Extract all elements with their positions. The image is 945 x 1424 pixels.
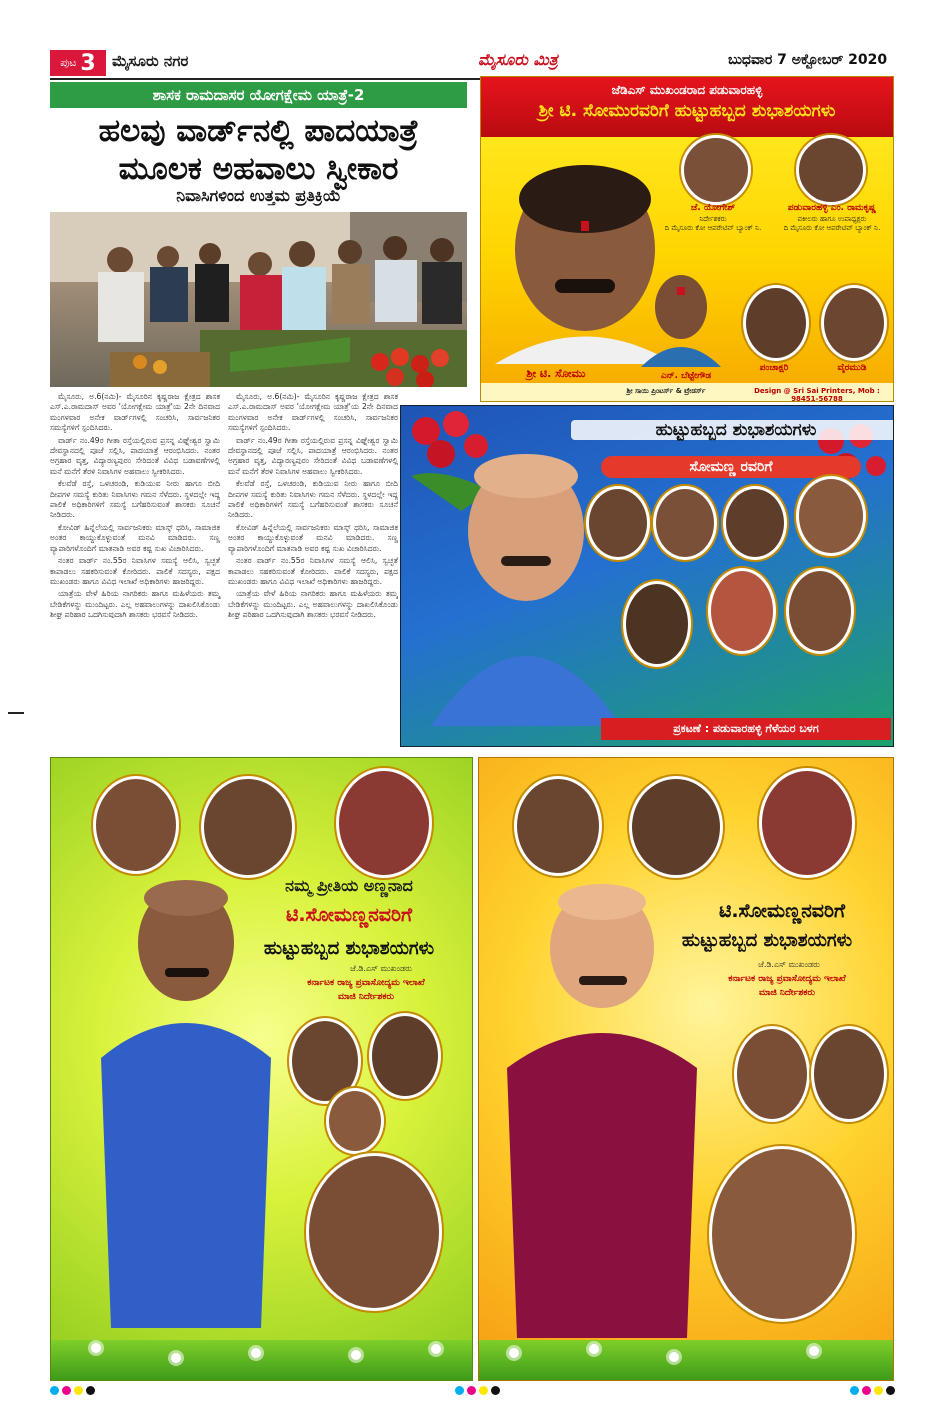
daisy-icon (669, 1352, 679, 1362)
ad1-portrait (796, 135, 866, 205)
ad4-portrait (709, 1146, 855, 1322)
ad3-line-4: ಜೆ.ಡಿ.ಎಸ್ ಮುಖಂಡರು (350, 964, 412, 973)
article-paragraph: ಕೋವಿಡ್ ಹಿನ್ನೆಲೆಯಲ್ಲಿ ಸಾರ್ವಜನಿಕರು ಮಾಸ್ಕ್ ಧರಿಸಿ, ಸಾಮಾಜಿಕ ಅಂತರ ಕಾಯ್ದುಕೊಳ್ಳುವಂತೆ ಮನವಿ ಮಾಡಿದರು. ಸಣ್ಣ ವ್ಯಾಪಾರಿಗಳೊಂದಿಗೆ ಮಾತನಾಡಿ ಅವರ ಕಷ್ಟ ಸುಖ ವಿಚಾರಿಸಿದರು. (50, 522, 220, 553)
ad4-portrait (514, 776, 602, 876)
birthday-ad-somu (480, 76, 894, 402)
ad4-portrait (734, 1026, 810, 1122)
article-paragraph: ಯಾತ್ರೆಯ ವೇಳೆ ಹಿರಿಯ ನಾಗರಿಕರು ಹಾಗೂ ಮಹಿಳೆಯರು ತಮ್ಮ ಬೇಡಿಕೆಗಳನ್ನು ಮುಂದಿಟ್ಟರು. ಎಲ್ಲ ಅಹವಾಲುಗಳನ್ನು ದಾಖಲಿಸಿಕೊಂಡು ಶೀಘ್ರ ಪರಿಹಾರ ಒದಗಿಸುವುದಾಗಿ ಶಾಸಕರು ಭರವಸೆ ನೀಡಿದರು. (228, 589, 398, 620)
ad4-line-5: ಮಾಜಿ ನಿರ್ದೇಶಕರು (759, 988, 815, 998)
ad1-person-org: ದಿ ಮೈಸೂರು ಕೋ ಆಪರೇಟಿವ್ ಬ್ಯಾಂಕ್ ನಿ. (783, 224, 881, 232)
ad2-portrait (708, 568, 776, 654)
ad2-portrait (623, 581, 691, 667)
ad4-line-2: ಹುಟ್ಟುಹಬ್ಬದ ಶುಭಾಶಯಗಳು (681, 930, 853, 951)
ad1-credit-right: Design @ Sri Sai Printers, Mob : 98451-56788 (754, 387, 880, 402)
daisy-icon (91, 1343, 101, 1353)
ad1-portrait (821, 285, 887, 361)
article-body (50, 392, 398, 742)
daisy-icon (509, 1348, 519, 1358)
news-photo (50, 212, 467, 387)
article-kicker: ಶಾಸಕ ರಾಮದಾಸರ ಯೋಗಕ್ಷೇಮ ಯಾತ್ರೆ-2 (50, 82, 467, 108)
ad3-portrait (306, 1153, 442, 1311)
article-paragraph: ಕೆಲವೆಡೆ ರಸ್ತೆ, ಒಳಚರಂಡಿ, ಕುಡಿಯುವ ನೀರು ಹಾಗೂ ಬೀದಿ ದೀಪಗಳ ಸಮಸ್ಯೆ ಕುರಿತು ನಿವಾಸಿಗಳು ಗಮನ ಸೆಳೆದರು. ಸ್ಥಳದಲ್ಲೇ ಇದ್ದ ಪಾಲಿಕೆ ಅಧಿಕಾರಿಗಳಿಗೆ ಸಮಸ್ಯೆ ಬಗೆಹರಿಸುವಂತೆ ಶಾಸಕರು ಸೂಚನೆ ನೀಡಿದರು. (228, 479, 398, 520)
ad2-name-banner: ಸೋಮಣ್ಣ ರವರಿಗೆ (601, 456, 861, 478)
daisy-icon (809, 1346, 819, 1356)
daisy-icon (351, 1350, 361, 1360)
headline-line-2: ಮೂಲಕ ಅಹವಾಲು ಸ್ವೀಕಾರ (118, 151, 399, 187)
article-paragraph: ಮೈಸೂರು, ಅ.6(ನಮಿ)- ಮೈಸೂರಿನ ಕೃಷ್ಣರಾಜ ಕ್ಷೇತ್ರದ ಶಾಸಕ ಎಸ್.ಎ.ರಾಮದಾಸ್ ಅವರ 'ಯೋಗಕ್ಷೇಮ ಯಾತ್ರೆ'ಯ 2ನೇ ದಿನವಾದ ಮಂಗಳವಾರ ಅನೇಕ ವಾರ್ಡ್‌ಗಳಲ್ಲಿ ಸಂಚರಿಸಿ, ಸಾರ್ವಜನಿಕರ ಸಮಸ್ಯೆಗಳಿಗೆ ಸ್ಪಂದಿಸಿದರು. (228, 392, 398, 433)
ad4-line-4: ಕರ್ನಾಟಕ ರಾಜ್ಯ ಪ್ರವಾಸೋದ್ಯಮ ಇಲಾಖೆ (728, 974, 846, 984)
article-paragraph: ಕೆಲವೆಡೆ ರಸ್ತೆ, ಒಳಚರಂಡಿ, ಕುಡಿಯುವ ನೀರು ಹಾಗೂ ಬೀದಿ ದೀಪಗಳ ಸಮಸ್ಯೆ ಕುರಿತು ನಿವಾಸಿಗಳು ಗಮನ ಸೆಳೆದರು. ಸ್ಥಳದಲ್ಲೇ ಇದ್ದ ಪಾಲಿಕೆ ಅಧಿಕಾರಿಗಳಿಗೆ ಸಮಸ್ಯೆ ಬಗೆಹರಿಸುವಂತೆ ಶಾಸಕರು ಸೂಚನೆ ನೀಡಿದರು. (50, 479, 220, 520)
ad1-main-name: ಶ್ರೀ ಟಿ. ಸೋಮು (526, 367, 586, 380)
ad2-portrait (796, 476, 866, 556)
ad2-portrait (586, 486, 650, 560)
ad4-line-1: ಟಿ.ಸೋಮಣ್ಣನವರಿಗೆ (718, 900, 846, 922)
page-label: ಪುಟ (60, 56, 77, 69)
ad3-portrait (326, 1088, 384, 1154)
ad4-portrait (811, 1026, 887, 1122)
daisy-icon (431, 1344, 441, 1354)
ad1-person-name: ಜೆ. ಯೋಗೇಶ್ (690, 203, 736, 213)
publication-date: ಬುಧವಾರ 7 ಅಕ್ಟೋಬರ್ 2020 (728, 52, 888, 68)
grass-decoration (479, 1340, 893, 1380)
ad1-person-org: ದಿ ಮೈಸೂರು ಕೋ ಆಪರೇಟಿವ್ ಬ್ಯಾಂಕ್ ನಿ. (664, 224, 762, 232)
ad1-title: ಶ್ರೀ ಟಿ. ಸೋಮುರವರಿಗೆ ಹುಟ್ಟುಹಬ್ಬದ ಶುಭಾಶಯಗಳು (538, 101, 836, 121)
ad3-main-portrait (81, 858, 271, 1328)
ad1-person-name: ಪಂಚಾಕ್ಷರಿ (759, 363, 789, 373)
ad2-portrait (786, 568, 854, 654)
article-headline (50, 112, 467, 188)
ad3-line-1: ನಮ್ಮ ಪ್ರೀತಿಯ ಅಣ್ಣನಾದ (285, 876, 413, 895)
article-subhead: ನಿವಾಸಿಗಳಿಂದ ಉತ್ತಮ ಪ್ರತಿಕ್ರಿಯೆ (176, 186, 341, 205)
page-number-tag (50, 50, 106, 76)
ad1-person-role: ನಿರ್ದೇಶಕರು (699, 215, 727, 223)
article-paragraph: ಕೋವಿಡ್ ಹಿನ್ನೆಲೆಯಲ್ಲಿ ಸಾರ್ವಜನಿಕರು ಮಾಸ್ಕ್ ಧರಿಸಿ, ಸಾಮಾಜಿಕ ಅಂತರ ಕಾಯ್ದುಕೊಳ್ಳುವಂತೆ ಮನವಿ ಮಾಡಿದರು. ಸಣ್ಣ ವ್ಯಾಪಾರಿಗಳೊಂದಿಗೆ ಮಾತನಾಡಿ ಅವರ ಕಷ್ಟ ಸುಖ ವಿಚಾರಿಸಿದರು. (228, 522, 398, 553)
article-paragraph: ನಂತರ ವಾರ್ಡ್ ನಂ.55ರ ನಿವಾಸಿಗಳ ಸಮಸ್ಯೆ ಆಲಿಸಿ, ಸ್ವಚ್ಛತೆ ಕಾಪಾಡಲು ಸಹಕರಿಸುವಂತೆ ಕೋರಿದರು. ಪಾಲಿಕೆ ಸದಸ್ಯರು, ಪಕ್ಷದ ಮುಖಂಡರು ಹಾಗೂ ವಿವಿಧ ಇಲಾಖೆ ಅಧಿಕಾರಿಗಳು ಹಾಜರಿದ್ದರು. (50, 556, 220, 586)
ad1-top-line: ಜೆಡಿಎಸ್ ಮುಖಂಡರಾದ ಪಡುವಾರಹಳ್ಳಿ (611, 83, 763, 97)
ad1-person-role: ವಕೀಲರು ಹಾಗೂ ಉಪಾಧ್ಯಕ್ಷರು (797, 215, 867, 223)
ad3-line-6: ಮಾಜಿ ನಿರ್ದೇಶಕರು (338, 992, 394, 1002)
ad4-portrait (629, 776, 723, 878)
article-paragraph: ಯಾತ್ರೆಯ ವೇಳೆ ಹಿರಿಯ ನಾಗರಿಕರು ಹಾಗೂ ಮಹಿಳೆಯರು ತಮ್ಮ ಬೇಡಿಕೆಗಳನ್ನು ಮುಂದಿಟ್ಟರು. ಎಲ್ಲ ಅಹವಾಲುಗಳನ್ನು ದಾಖಲಿಸಿಕೊಂಡು ಶೀಘ್ರ ಪರಿಹಾರ ಒದಗಿಸುವುದಾಗಿ ಶಾಸಕರು ಭರವಸೆ ನೀಡಿದರು. (50, 589, 220, 620)
daisy-icon (589, 1344, 599, 1354)
article-paragraph: ನಂತರ ವಾರ್ಡ್ ನಂ.55ರ ನಿವಾಸಿಗಳ ಸಮಸ್ಯೆ ಆಲಿಸಿ, ಸ್ವಚ್ಛತೆ ಕಾಪಾಡಲು ಸಹಕರಿಸುವಂತೆ ಕೋರಿದರು. ಪಾಲಿಕೆ ಸದಸ್ಯರು, ಪಕ್ಷದ ಮುಖಂಡರು ಹಾಗೂ ವಿವಿಧ ಇಲಾಖೆ ಅಧಿಕಾರಿಗಳು ಹಾಜರಿದ್ದರು. (228, 556, 398, 586)
ad1-person-name: ವೈರಮುಡಿ (837, 363, 867, 373)
ad1-portrait (743, 285, 809, 361)
headline-line-1: ಹಲವು ವಾರ್ಡ್‌ನಲ್ಲಿ ಪಾದಯಾತ್ರೆ (98, 113, 419, 149)
article-paragraph: ಮೈಸೂರು, ಅ.6(ನಮಿ)- ಮೈಸೂರಿನ ಕೃಷ್ಣರಾಜ ಕ್ಷೇತ್ರದ ಶಾಸಕ ಎಸ್.ಎ.ರಾಮದಾಸ್ ಅವರ 'ಯೋಗಕ್ಷೇಮ ಯಾತ್ರೆ'ಯ 2ನೇ ದಿನವಾದ ಮಂಗಳವಾರ ಅನೇಕ ವಾರ್ಡ್‌ಗಳಲ್ಲಿ ಸಂಚರಿಸಿ, ಸಾರ್ವಜನಿಕರ ಸಮಸ್ಯೆಗಳಿಗೆ ಸ್ಪಂದಿಸಿದರು. (50, 392, 220, 433)
birthday-ad-somanna-green (50, 757, 473, 1381)
registration-marks (455, 1386, 500, 1395)
ad1-portrait (641, 267, 721, 367)
ad3-line-3: ಹುಟ್ಟುಹಬ್ಬದ ಶುಭಾಶಯಗಳು (263, 938, 435, 959)
ad3-portrait (369, 1013, 441, 1099)
daisy-icon (171, 1353, 181, 1363)
article-paragraph: ವಾರ್ಡ್ ನಂ.49ರ ಗೀತಾ ರಸ್ತೆಯಲ್ಲಿರುವ ಪ್ರಸನ್ನ ವಿಘ್ನೇಶ್ವರ ಸ್ವಾಮಿ ದೇವಸ್ಥಾನದಲ್ಲಿ ಪೂಜೆ ಸಲ್ಲಿಸಿ, ಪಾದಯಾತ್ರೆ ಆರಂಭಿಸಿದರು. ನಂತರ ಅಗ್ರಹಾರ ವೃತ್ತ, ವಿದ್ಯಾರಣ್ಯಪುರಂ ಸೇರಿದಂತೆ ವಿವಿಧ ಬಡಾವಣೆಗಳಲ್ಲಿ ಮನೆ ಮನೆಗೆ ತೆರಳಿ ನಿವಾಸಿಗಳ ಅಹವಾಲು ಸ್ವೀಕರಿಸಿದರು. (228, 435, 398, 476)
newspaper-name: ಮೈಸೂರು ಮಿತ್ರ (478, 50, 558, 69)
ad3-line-5: ಕರ್ನಾಟಕ ರಾಜ್ಯ ಪ್ರವಾಸೋದ್ಯಮ ಇಲಾಖೆ (307, 978, 425, 988)
ad1-credit-left: ಶ್ರೀ ಸಾಯಿ ಪ್ರಿಂಟರ್ಸ್ & ಟ್ರೇಡರ್ಸ್ (626, 387, 706, 395)
ad4-line-3: ಜೆ.ಡಿ.ಎಸ್ ಮುಖಂಡರು (758, 960, 820, 969)
grass-decoration (51, 1340, 472, 1380)
birthday-ad-somanna-yellow (478, 757, 894, 1381)
ad1-person-name: ಪಡುವಾರಹಳ್ಳಿ ಎಂ. ರಾಮಕೃಷ್ಣ (787, 203, 877, 213)
registration-marks (50, 1386, 95, 1395)
ad2-portrait (653, 486, 717, 560)
news-photo-illustration (50, 212, 467, 387)
registration-marks (850, 1386, 895, 1395)
margin-mark (8, 712, 24, 714)
ad1-person-name: ಎನ್. ಬೆಟ್ಟೇಗೌಡ (660, 371, 712, 381)
daisy-icon (251, 1348, 261, 1358)
ad2-main-portrait (431, 436, 621, 726)
article-paragraph: ವಾರ್ಡ್ ನಂ.49ರ ಗೀತಾ ರಸ್ತೆಯಲ್ಲಿರುವ ಪ್ರಸನ್ನ ವಿಘ್ನೇಶ್ವರ ಸ್ವಾಮಿ ದೇವಸ್ಥಾನದಲ್ಲಿ ಪೂಜೆ ಸಲ್ಲಿಸಿ, ಪಾದಯಾತ್ರೆ ಆರಂಭಿಸಿದರು. ನಂತರ ಅಗ್ರಹಾರ ವೃತ್ತ, ವಿದ್ಯಾರಣ್ಯಪುರಂ ಸೇರಿದಂತೆ ವಿವಿಧ ಬಡಾವಣೆಗಳಲ್ಲಿ ಮನೆ ಮನೆಗೆ ತೆರಳಿ ನಿವಾಸಿಗಳ ಅಹವಾಲು ಸ್ವೀಕರಿಸಿದರು. (50, 435, 220, 476)
birthday-ad-somanna-blue (400, 405, 894, 747)
ad1-portrait (681, 135, 751, 205)
ad2-portrait (723, 486, 787, 560)
section-name: ಮೈಸೂರು ನಗರ (112, 52, 189, 70)
page-number: 3 (80, 50, 96, 76)
ad2-title: ಹುಟ್ಟುಹಬ್ಬದ ಶುಭಾಶಯಗಳು (571, 420, 894, 440)
ad3-line-2: ಟಿ.ಸೋಮಣ್ಣನವರಿಗೆ (285, 904, 413, 926)
ad3-portrait (336, 768, 432, 878)
ad2-credit: ಪ್ರಕಟಣೆ : ಪಡುವಾರಹಳ್ಳಿ ಗೆಳೆಯರ ಬಳಗ (601, 718, 891, 740)
ad4-portrait (759, 768, 855, 878)
